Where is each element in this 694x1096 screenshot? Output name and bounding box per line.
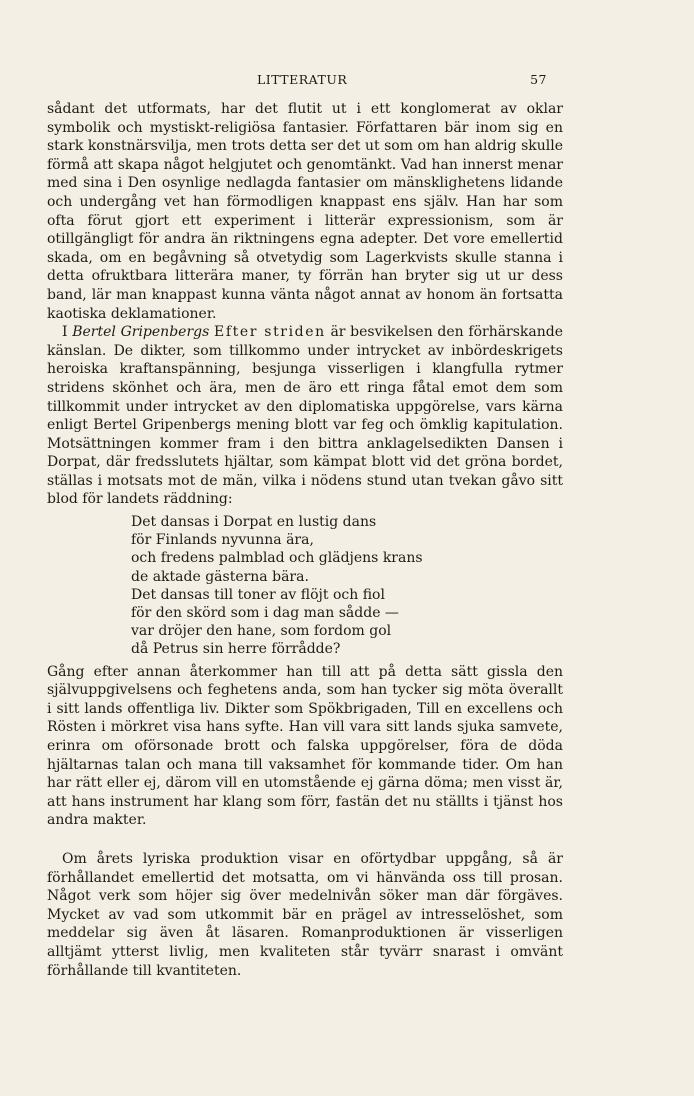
poem-line: då Petrus sin herre förrådde?	[131, 641, 341, 658]
poem-line: var dröjer den hane, som fordom gol	[131, 623, 392, 640]
poem-quote	[131, 513, 563, 659]
poem-line: Det dansas till toner av flöjt och fiol	[131, 586, 385, 603]
paragraph-3: Gång efter annan återkommer han till att på detta sätt gissla den självuppgivelsens och feghetens anda, som han tycker sig möta överallt i sitt lands offentliga liv. Dikter som Spökbrigaden, Till en excellens och Rösten i mörkret visa hans syfte. Han vill vara sitt lands sjuka samvete, erinra om oförsonade brott och falska uppgörelser, föra de döda hjältarnas talan och mana till vaksamhet för kommande tider. Om han har rätt eller ej, därom vill en utomstående ej gärna döma; men visst är, att hans instrument har klang som förr, fastän det nu ställts i tjänst hos andra makter.	[47, 663, 563, 829]
paragraph-2	[47, 323, 563, 509]
poem-line: de aktade gästerna bära.	[131, 568, 309, 585]
body-text	[47, 100, 563, 980]
paragraph-1: sådant det utformats, har det flutit ut i ett konglomerat av oklar symbolik och mystiskt-religiösa fantasier. Författaren bär inom sig en stark konstnärsvilja, men trots detta ser det ut som om han aldrig skulle förmå att skapa något helgjutet och genomtänkt. Vad han innerst menar med sina i Den osynlige nedlagda fantasier om mänsklighetens lidande och undergång vet han förmodligen knappast ens själv. Han har som ofta förut gjort ett experiment i litterär expressionism, som är otillgängligt för andra än riktningens egna adepter. Det vore emellertid skada, om en begåvning så otvetydig som Lagerkvists skulle stanna i detta ofruktbara litterära maner, ty förrän han bryter sig ut ur dess band, lär man knappast kunna vänta något annat av honom än fortsatta kaotiska deklamationer.	[47, 101, 563, 322]
running-title: LITTERATUR	[257, 72, 348, 87]
poem-line: och fredens palmblad och glädjens krans	[131, 550, 423, 567]
poem-line: för Finlands nyvunna ära,	[131, 532, 314, 549]
book-title: Efter striden	[214, 324, 326, 341]
poem-line: för den skörd som i dag man sådde —	[131, 605, 399, 622]
paragraph-2-rest: är besvikelsen den förhärskande känslan. De dikter, som tillkommo under intrycket av inbördeskrigets heroiska kraftanspänning, besjunga visserligen i klangfulla rytmer stridens skönhet och ära, men de äro ett ringa fåtal emot dem som tillkommit under intrycket av den diplomatiska uppgörelse, vars kärna enligt Bertel Gripenbergs mening blott var feg och ömklig kapitulation. Motsättningen kommer fram i den bittra anklagelsedikten Dansen i Dorpat, där fredsslutets hjältar, som kämpat blott vid det gröna bordet, ställas i motsats mot de män, vilka i nödens stund utan tvekan gåvo sitt blod för landets räddning:	[47, 324, 564, 508]
author-name: Bertel Gripenbergs	[72, 324, 210, 341]
paragraph-2-lead: I	[62, 324, 68, 341]
paragraph-4: Om årets lyriska produktion visar en oförtydbar uppgång, så är förhållandet emellertid det motsatta, om vi hänvända oss till prosan. Något verk som höjer sig över medelnivån söker man där förgäves. Mycket av vad som utkommit bär en prägel av intresselöshet, som meddelar sig även åt läsaren. Romanproduktionen är visserligen alltjämt ytterst livlig, men kvaliteten står tyvärr snarast i omvänt förhållande till kvantiteten.	[47, 851, 563, 979]
page-number: 57	[530, 72, 547, 87]
poem-line: Det dansas i Dorpat en lustig dans	[131, 514, 377, 531]
